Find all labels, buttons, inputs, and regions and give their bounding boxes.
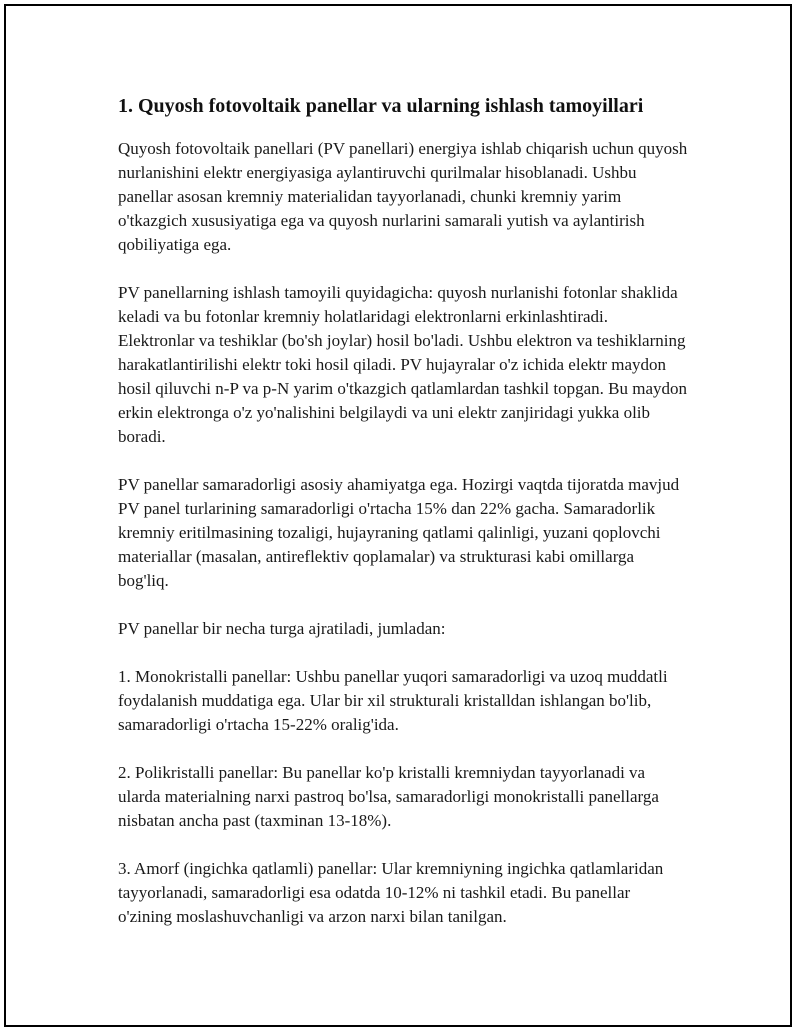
list-item-monocrystalline: 1. Monokristalli panellar: Ushbu panellar yuqori samaradorligi va uzoq muddatli foydalanish muddatiga ega. Ular bir xil strukturali kristalldan ishlangan bo'lib, samaradorligi o'rtacha 15-22% oralig'ida. (118, 667, 668, 734)
list-item-amorphous: 3. Amorf (ingichka qatlamli) panellar: Ular kremniyning ingichka qatlamlaridan tayyorlanadi, samaradorligi esa odatda 10-12% ni tashkil etadi. Bu panellar o'zining moslashuvchanligi va arzon narxi bilan tanilgan. (118, 859, 664, 926)
list-item-polycrystalline: 2. Polikristalli panellar: Bu panellar ko'p kristalli kremniydan tayyorlanadi va ularda materialning narxi pastroq bo'lsa, samaradorligi monokristalli panellarga nisbatan ancha past (taxminan 13-18%). (118, 763, 659, 830)
paragraph-efficiency: PV panellar samaradorligi asosiy ahamiyatga ega. Hozirgi vaqtda tijoratda mavjud PV panel turlarining samaradorligi o'rtacha 15% dan 22% gacha. Samaradorlik kremniy eritilmasining tozaligi, hujayraning qatlami qalinligi, yuzani qoplovchi materiallar (masalan, antireflektiv qoplamalar) va strukturasi kabi omillarga bog'liq. (118, 475, 680, 590)
paragraph-types-intro: PV panellar bir necha turga ajratiladi, jumladan: (118, 619, 446, 638)
paragraph-working-principle: PV panellarning ishlash tamoyili quyidagicha: quyosh nurlanishi fotonlar shaklida keladi va bu fotonlar kremniy holatlaridagi elektronlarni erkinlashtiradi. Elektronlar va teshiklar (bo'sh joylar) hosil bo'ladi. Ushbu elektron va teshiklarning harakatlantirilishi elektr toki hosil qiladi. PV hujayralar o'z ichida elektr maydon hosil qiluvchi n-P va p-N yarim o'tkazgich qatlamlardan tashkil topgan. Bu maydon erkin elektronga o'z yo'nalishini belgilaydi va uni elektr zanjiridagi yukka olib boradi. (118, 283, 687, 446)
section-heading: 1. Quyosh fotovoltaik panellar va ularning ishlash tamoyillari (118, 95, 644, 117)
paragraph-intro: Quyosh fotovoltaik panellari (PV panellari) energiya ishlab chiqarish uchun quyosh nurlanishini elektr energiyasiga aylantiruvchi qurilmalar hisoblanadi. Ushbu panellar asosan kremniy materialidan tayyorlanadi, chunki kremniy yarim o'tkazgich xususiyatiga ega va quyosh nurlarini samarali yutish va aylantirish qobiliyatiga ega. (118, 139, 688, 254)
document-body (118, 92, 688, 953)
